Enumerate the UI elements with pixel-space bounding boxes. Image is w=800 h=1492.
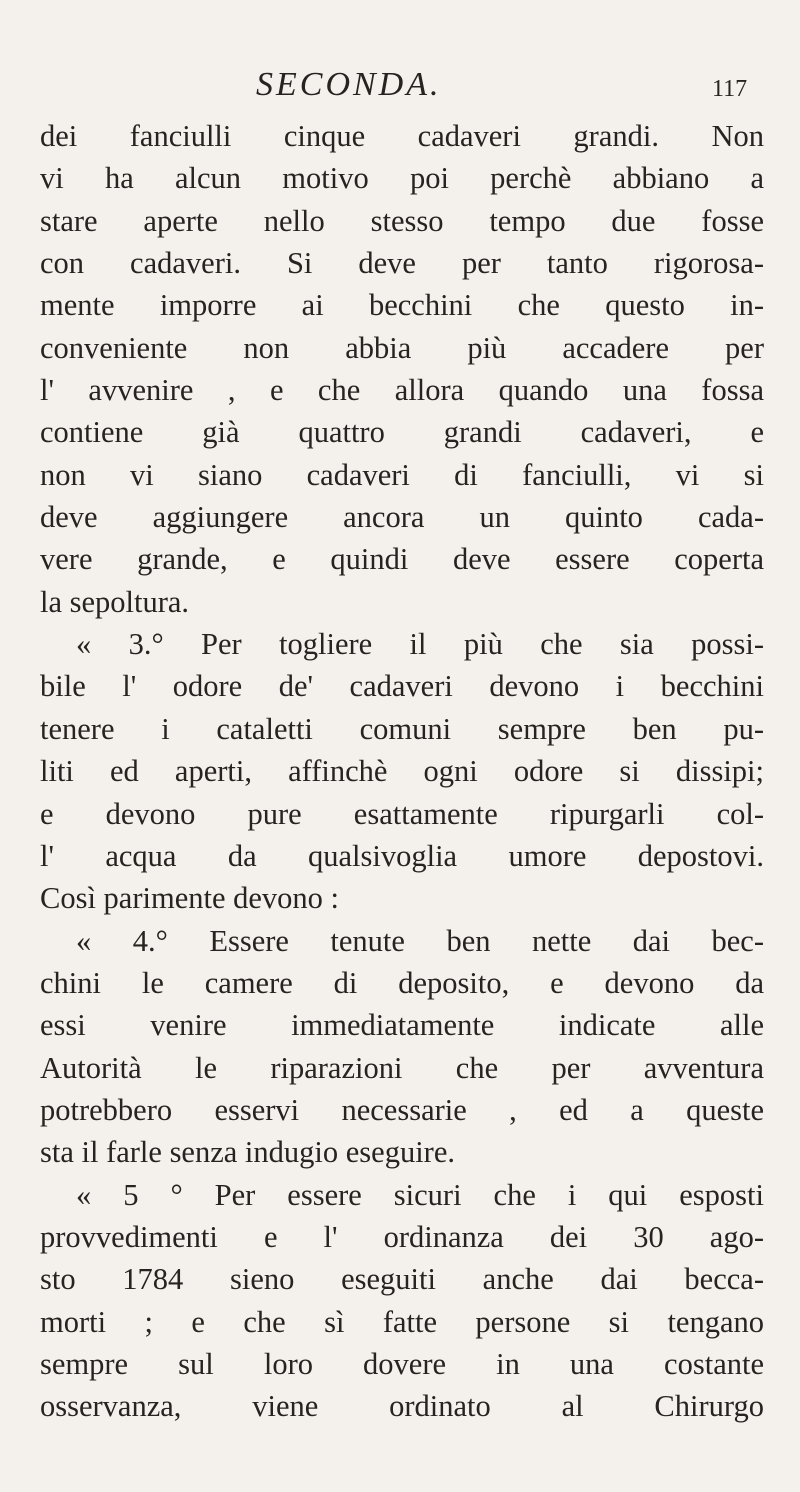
page-number: 117	[712, 76, 748, 102]
text-line: sempre sul loro dovere in una costante	[40, 1346, 764, 1381]
text-line: morti ; e che sì fatte persone si tengano	[40, 1304, 764, 1339]
text-line: stare aperte nello stesso tempo due fosse	[40, 203, 764, 238]
text-line: Autorità le riparazioni che per avventura	[40, 1050, 764, 1085]
text-line: bile l' odore de' cadaveri devono i becchini	[40, 669, 764, 704]
text-line: potrebbero esservi necessarie , ed a queste	[40, 1092, 764, 1127]
text-line: « 3.° Per togliere il più che sia possi-	[76, 627, 764, 662]
text-line: Così parimente devono :	[40, 881, 340, 916]
text-line: essi venire immediatamente indicate alle	[40, 1008, 764, 1043]
text-line: l' avvenire , e che allora quando una fossa	[40, 373, 764, 408]
text-line: provvedimenti e l' ordinanza dei 30 ago-	[40, 1219, 764, 1254]
text-line: vere grande, e quindi deve essere coperta	[40, 542, 764, 577]
text-line: tenere i cataletti comuni sempre ben pu-	[40, 711, 764, 746]
text-line: dei fanciulli cinque cadaveri grandi. Non	[40, 119, 764, 153]
text-line: sta il farle senza indugio eseguire.	[40, 1135, 455, 1170]
text-line: osservanza, viene ordinato al Chirurgo	[40, 1389, 764, 1424]
text-line: mente imporre ai becchini che questo in-	[40, 288, 764, 323]
text-line: con cadaveri. Si deve per tanto rigorosa-	[40, 246, 764, 281]
text-line: non vi siano cadaveri di fanciulli, vi si	[40, 457, 764, 492]
text-line: deve aggiungere ancora un quinto cada-	[40, 500, 764, 535]
text-line: liti ed aperti, affinchè ogni odore si dissipi;	[40, 754, 764, 789]
text-line: conveniente non abbia più accadere per	[40, 330, 764, 365]
text-line: la sepoltura.	[40, 584, 190, 619]
text-line: « 4.° Essere tenute ben nette dai bec-	[76, 923, 764, 958]
text-line: e devono pure esattamente ripurgarli col-	[40, 796, 764, 831]
running-title: SECONDA.	[256, 66, 442, 103]
text-line: sto 1784 sieno eseguiti anche dai becca-	[40, 1262, 764, 1297]
text-line: chini le camere di deposito, e devono da	[40, 965, 764, 1000]
text-line: l' acqua da qualsivoglia umore depostovi.	[40, 838, 764, 873]
text-line: vi ha alcun motivo poi perchè abbiano a	[40, 161, 764, 196]
body-text	[40, 115, 764, 1428]
text-line: « 5 ° Per essere sicuri che i qui esposti	[76, 1177, 764, 1212]
text-line: contiene già quattro grandi cadaveri, e	[40, 415, 764, 450]
